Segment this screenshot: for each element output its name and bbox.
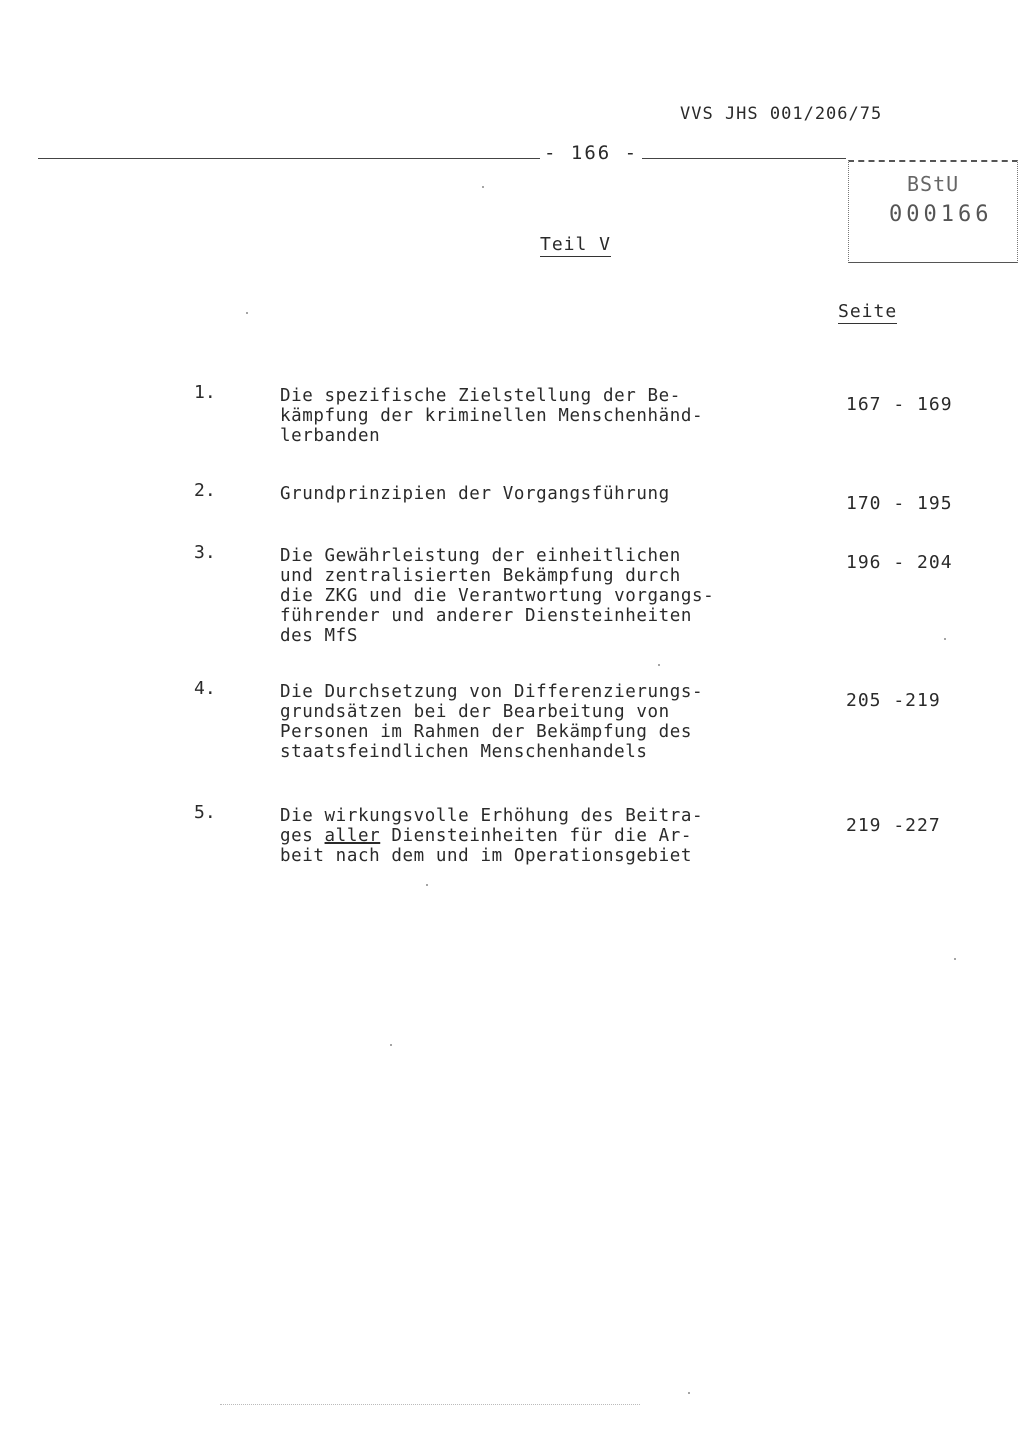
entry-title [280,386,780,446]
scan-speck [482,186,484,188]
entry-pages: 196 - 204 [846,552,953,573]
entry-pages: 205 -219 [846,690,941,711]
entry-title-line: kämpfung der kriminellen Menschenhänd- [280,406,704,426]
entry-title-line: Die wirkungsvolle Erhöhung des Beitra- [280,806,704,826]
scan-speck [246,312,248,314]
entry-title-fragment: Diensteinheiten für die Ar- [380,826,693,846]
scan-speck [658,664,660,666]
entry-title-line: führender und anderer Diensteinheiten [280,606,693,626]
header-rule [38,158,846,159]
scan-speck [688,1392,690,1394]
entry-number: 4. [194,678,216,699]
entry-pages: 219 -227 [846,815,941,836]
entry-title-line: und zentralisierten Bekämpfung durch [280,566,681,586]
entry-title-line: Die Gewährleistung der einheitlichen [280,546,681,566]
scan-edge-line [220,1404,640,1405]
entry-pages: 167 - 169 [846,394,953,415]
scan-speck [944,638,946,640]
entry-title-line: Die Durchsetzung von Differenzierungs- [280,682,704,702]
entry-title [280,682,780,762]
entry-number: 5. [194,802,216,823]
entry-title-line: Personen im Rahmen der Bekämpfung des [280,722,693,742]
entry-title-line: lerbanden [280,426,381,446]
entry-title [280,484,780,504]
entry-title-line: Grundprinzipien der Vorgangsführung [280,484,670,504]
entry-title-line: des MfS [280,626,358,646]
entry-number: 2. [194,480,216,501]
entry-title [280,546,780,646]
entry-title-line: die ZKG und die Verantwortung vorgangs- [280,586,715,606]
scan-speck [426,884,428,886]
page-number: - 166 - [540,142,642,164]
entry-pages: 170 - 195 [846,493,953,514]
scan-speck [954,958,956,960]
stamp-archive-label: BStU [907,172,960,196]
stamp-page-id: 000166 [889,202,993,227]
entry-title-line [280,826,780,846]
entry-title-line: beit nach dem und im Operationsgebiet [280,846,693,866]
pages-column-header: Seite [838,301,898,322]
section-title: Teil V [540,234,612,255]
entry-title-line: staatsfeindlichen Menschenhandels [280,742,648,762]
entry-number: 3. [194,542,216,563]
entry-title [280,806,780,866]
underlined-word: aller [324,826,381,846]
entry-title-line: grundsätzen bei der Bearbeitung von [280,702,670,722]
archive-stamp [848,160,1018,263]
scan-speck [390,1044,392,1046]
entry-title-fragment: ges [280,826,325,846]
document-reference: VVS JHS 001/206/75 [680,104,883,124]
entry-title-line: Die spezifische Zielstellung der Be- [280,386,681,406]
entry-number: 1. [194,382,216,403]
